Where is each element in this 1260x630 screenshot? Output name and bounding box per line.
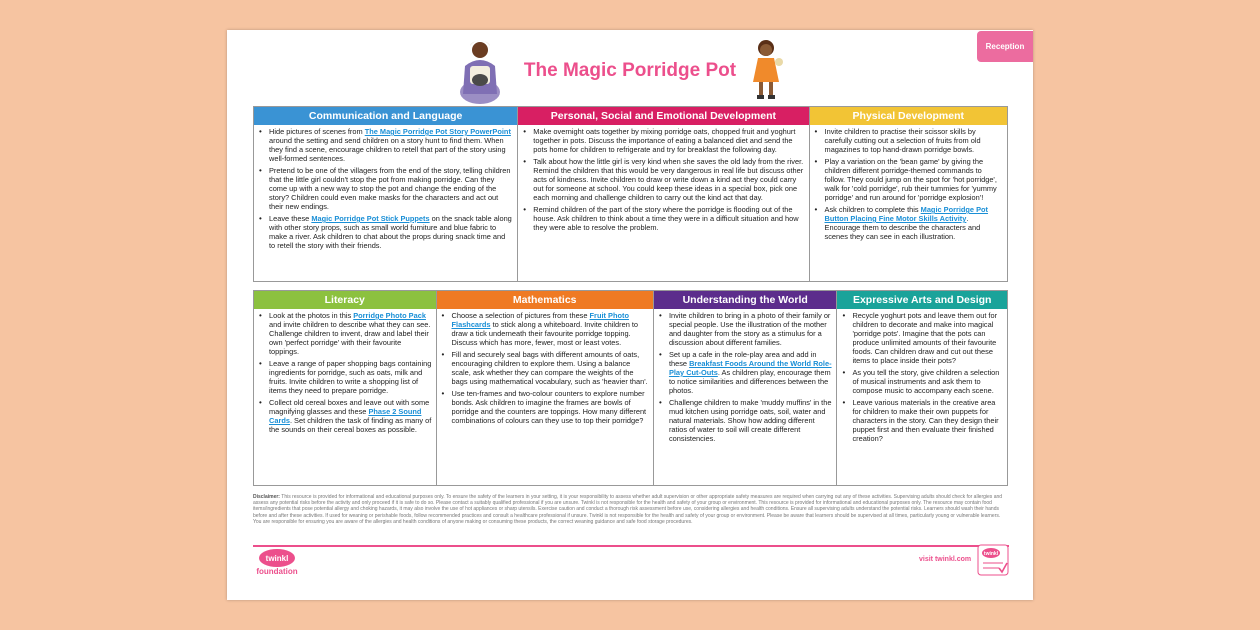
footer-divider <box>253 545 1009 547</box>
logo-word: twinkl <box>265 554 289 563</box>
resource-sheet <box>227 30 1033 600</box>
section-heading: Understanding the World <box>654 291 837 309</box>
disclaimer <box>253 494 1009 525</box>
activity-item: • Ask children to complete this Magic Porridge Pot Button Placing Fine Motor Skills Activity. Encourage them to describe the characters and scenes they can see in each illustration. <box>810 205 1003 241</box>
twinkl-quality-badge <box>977 544 1009 576</box>
visit-link[interactable]: visit twinkl.com <box>919 556 972 563</box>
activity-item: • Invite children to bring in a photo of their family or special people. Use the illustration of the mother and daughter from the story as a stimulus for a discussion about different families. <box>654 311 833 347</box>
section-physical-development <box>810 107 1007 281</box>
twinkl-foundation-logo <box>255 546 305 578</box>
section-list <box>654 311 833 443</box>
resource-link[interactable]: The Magic Porridge Pot Story PowerPoint <box>364 127 511 136</box>
page-title: The Magic Porridge Pot <box>523 60 737 81</box>
activity-item: • Play a variation on the 'bean game' by giving the children different porridge-themed commands to follow. They could jump on the spot for 'hot porridge', walk for 'cold porridge', rub their tummies for 'yummy porridge' and run around for 'porridge explosion'! <box>810 157 1003 202</box>
activity-item: • Recycle yoghurt pots and leave them out for children to decorate and make into magical 'porridge pots'. Imagine that the pots can produce unlimited amounts of their favourite foods. Can children draw and cut out these items to place inside their pots? <box>837 311 1003 365</box>
section-list <box>254 311 432 434</box>
disclaimer-text: This resource is provided for informational and educational purposes only. To ensure the safety of the learners in your setting, it is your responsibility to assess whether adult supervision or other appropriate safety measures are required when carrying out any of these activities. Supervising adults should check for allergies and assess any potential risks before the activity and only proceed if it is safe to do so. Please contact a suitably qualified professional if you are unsure. Twinkl is not responsible for the health and safety of your group or environment. This resource is provided for informational and educational purposes only. The resource may contain food items/ingredients that pose potential allergy and choking hazards, it may also involve the use of hot appliances or sharp utensils. Exercise caution and conduct a thorough risk assessment before use, considering allergies and health conditions. Ensure all supervising adults understand the potential risks. Learners should wash their hands before and after these activities. If used for weaning or perishable foods, follow recommended practices and consult a healthcare professional if unsure. Twinkl is not responsible for the health and safety of your group or environment. Please be aware that learners should be supervised at all times, particularly young or vulnerable learners. You are responsible for ensuring you are aware of the allergies and health conditions of anyone making or consuming these products, the correct weaning guidance and safe food storage procedures. <box>253 494 1003 525</box>
section-heading: Expressive Arts and Design <box>837 291 1007 309</box>
section-heading: Mathematics <box>437 291 653 309</box>
logo-subword: foundation <box>256 567 298 576</box>
activity-item: • Invite children to practise their scissor skills by carefully cutting out a selection of fruits from old magazines to top hand-drawn porridge bowls. <box>810 127 1003 154</box>
activity-item: • Choose a selection of pictures from these Fruit Photo Flashcards to stick along a whiteboard. Invite children to draw a tick underneath their favourite porridge topping. Discuss which has more, fewer, most or least votes. <box>437 311 649 347</box>
section-list <box>837 311 1003 443</box>
section-heading: Literacy <box>254 291 436 309</box>
activity-item: • Leave these Magic Porridge Pot Stick Puppets on the snack table along with other story props, such as small world furniture and blue fabric to make a river. Ask children to chat about the props during snack time and to retell the story with their friends. <box>254 214 513 250</box>
activity-item: • Leave a range of paper shopping bags containing ingredients for porridge, such as oats, milk and fruits. Invite children to write a shopping list of items they need to prepare porridge. <box>254 359 432 395</box>
activity-item: • Talk about how the little girl is very kind when she saves the old lady from the river. Remind the children that this would be very dangerous in real life but discuss other acts of kindness. Invite children to draw or write down a kind act they could carry out for someone at school. You could keep these ideas in a special box, pick one each morning and challenge children to carry out the kind act that day. <box>518 157 804 202</box>
activity-item: • Fill and securely seal bags with different amounts of oats, encouraging children to explore them. Using a balance scale, ask whether they can compare the weights of the bags using mathematical vocabulary, such as 'heavier than'. <box>437 350 649 386</box>
activity-item: • Look at the photos in this Porridge Photo Pack and invite children to describe what they can see. Challenge children to invent, draw and label their own 'perfect porridge' with their favourite toppings. <box>254 311 432 356</box>
section-psed <box>518 107 809 281</box>
activity-item: • Use ten-frames and two-colour counters to explore number bonds. Ask children to imagine the frames are bowls of porridge and the counters are toppings. How many different combinations of colours can they use to top their porridge? <box>437 389 649 425</box>
resource-link[interactable]: Breakfast Foods Around the World Role-Play Cut-Outs <box>668 359 832 377</box>
reception-tag: Reception <box>977 31 1033 62</box>
section-mathematics <box>437 291 654 485</box>
resource-link[interactable]: Magic Porridge Pot Stick Puppets <box>311 214 430 223</box>
activity-item: • Collect old cereal boxes and leave out with some magnifying glasses and these Phase 2 Sound Cards. Set children the task of finding as many of the sounds on their cereal boxes as possible. <box>254 398 432 434</box>
disclaimer-label: Disclaimer: <box>253 494 280 500</box>
bottom-sections-row <box>253 290 1008 486</box>
section-list <box>810 127 1003 241</box>
section-heading: Personal, Social and Emotional Development <box>518 107 808 125</box>
activity-item: • Remind children of the part of the story where the porridge is flooding out of the house. Ask children to think about a time they were in a difficult situation and how they were able to resolve the problem. <box>518 205 804 232</box>
activity-item: • Pretend to be one of the villagers from the end of the story, telling children that the little girl couldn't stop the pot from making porridge. Can they come up with a new way to stop the pot and change the ending of the story? Children could even make masks for the characters and act out their new endings. <box>254 166 513 211</box>
section-list <box>437 311 649 425</box>
section-communication-language <box>254 107 518 281</box>
badge-word: twinkl <box>983 551 999 557</box>
top-sections-row <box>253 106 1008 282</box>
activity-item: • Hide pictures of scenes from The Magic Porridge Pot Story PowerPoint around the setting and send children on a story hunt to find them. When they find a scene, encourage children to retell that part of the story using well-formed sentences. <box>254 127 513 163</box>
resource-link[interactable]: Fruit Photo Flashcards <box>451 311 629 329</box>
activity-item: • Set up a cafe in the role-play area and add in these Breakfast Foods Around the World Role-Play Cut-Outs. As children play, encourage them to notice similarities and differences between the photos. <box>654 350 833 395</box>
section-list <box>518 127 804 232</box>
activity-item: • Make overnight oats together by mixing porridge oats, chopped fruit and yoghurt together in pots. Discuss the importance of eating a balanced diet and send the pots home for children to refrigerate and try for breakfast the following day. <box>518 127 804 154</box>
activity-item: • Challenge children to make 'muddy muffins' in the mud kitchen using porridge oats, soil, water and natural materials. Show how adding different ratios of water to soil will create different consistencies. <box>654 398 833 443</box>
section-understanding-world <box>654 291 838 485</box>
section-list <box>254 127 513 250</box>
section-expressive-arts <box>837 291 1007 485</box>
section-heading: Communication and Language <box>254 107 517 125</box>
resource-link[interactable]: Porridge Photo Pack <box>353 311 426 320</box>
section-literacy <box>254 291 437 485</box>
resource-link[interactable]: Magic Porridge Pot Button Placing Fine Motor Skills Activity <box>824 205 989 223</box>
resource-link[interactable]: Phase 2 Sound Cards <box>269 407 422 425</box>
section-heading: Physical Development <box>810 107 1007 125</box>
activity-item: • Leave various materials in the creative area for children to make their own puppets for characters in the story. Can they design their puppet first and then evaluate their finished creation? <box>837 398 1003 443</box>
activity-item: • As you tell the story, give children a selection of musical instruments and ask them to compose music to accompany each scene. <box>837 368 1003 395</box>
